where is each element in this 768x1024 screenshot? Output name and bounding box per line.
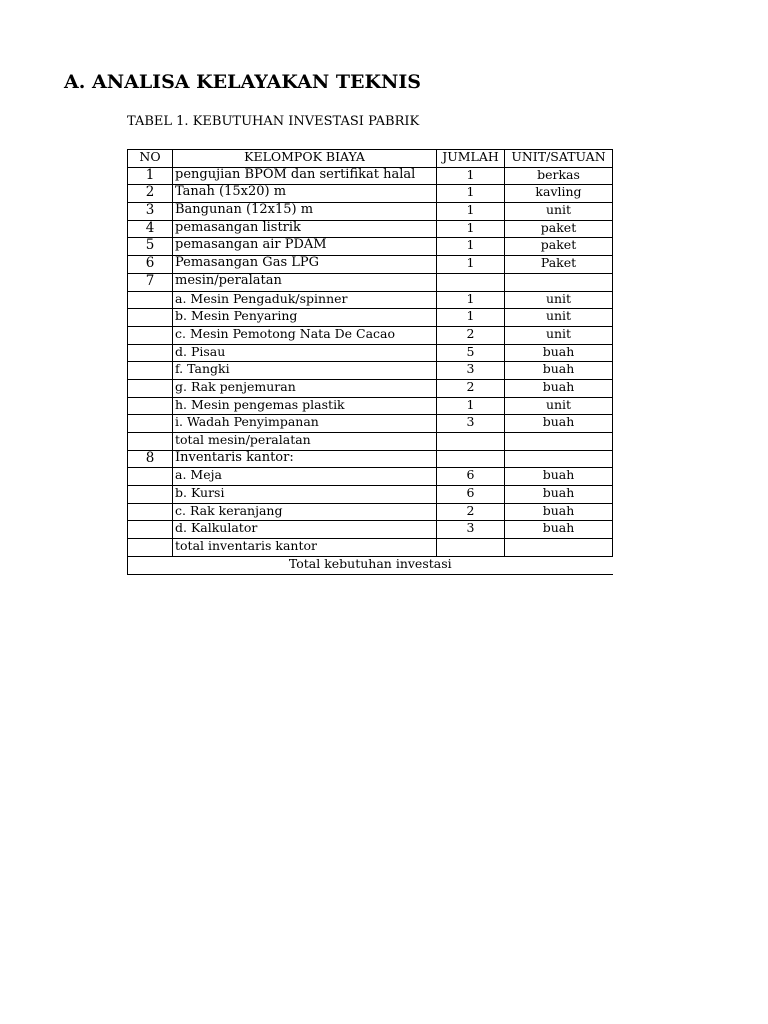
row-jumlah	[437, 433, 505, 451]
row-unit-satuan: buah	[505, 468, 613, 486]
header-unit-satuan: UNIT/SATUAN	[505, 150, 613, 168]
row-unit-satuan: buah	[505, 415, 613, 433]
row-jumlah: 6	[437, 468, 505, 486]
row-kelompok-biaya: d. Kalkulator	[173, 521, 437, 539]
row-kelompok-biaya: Bangunan (12x15) m	[173, 203, 437, 221]
table-row	[128, 397, 613, 415]
row-jumlah	[437, 273, 505, 291]
row-unit-satuan	[505, 450, 613, 468]
row-number	[128, 326, 173, 344]
investment-table	[127, 149, 613, 575]
row-number	[128, 433, 173, 451]
row-jumlah: 3	[437, 521, 505, 539]
row-unit-satuan: unit	[505, 397, 613, 415]
row-jumlah: 2	[437, 326, 505, 344]
row-kelompok-biaya: i. Wadah Penyimpanan	[173, 415, 437, 433]
row-number	[128, 539, 173, 557]
table-row	[128, 220, 613, 238]
row-kelompok-biaya: pengujian BPOM dan sertifikat halal	[173, 167, 437, 185]
row-jumlah: 1	[437, 309, 505, 327]
row-number	[128, 415, 173, 433]
row-jumlah: 1	[437, 291, 505, 309]
section-heading: A. ANALISA KELAYAKAN TEKNIS	[64, 71, 421, 93]
row-kelompok-biaya: b. Mesin Penyaring	[173, 309, 437, 327]
table-row	[128, 521, 613, 539]
table-caption: TABEL 1. KEBUTUHAN INVESTASI PABRIK	[127, 114, 420, 129]
row-unit-satuan: unit	[505, 309, 613, 327]
row-kelompok-biaya: a. Mesin Pengaduk/spinner	[173, 291, 437, 309]
row-jumlah: 6	[437, 486, 505, 504]
row-unit-satuan: buah	[505, 379, 613, 397]
row-unit-satuan: buah	[505, 344, 613, 362]
table-row	[128, 503, 613, 521]
row-jumlah: 2	[437, 503, 505, 521]
row-jumlah: 3	[437, 362, 505, 380]
row-number	[128, 521, 173, 539]
row-number: 7	[128, 273, 173, 291]
row-number	[128, 397, 173, 415]
row-unit-satuan	[505, 273, 613, 291]
table-row	[128, 291, 613, 309]
table-row	[128, 415, 613, 433]
header-kelompok-biaya: KELOMPOK BIAYA	[173, 150, 437, 168]
row-number: 2	[128, 185, 173, 203]
table-row	[128, 433, 613, 451]
row-jumlah: 1	[437, 167, 505, 185]
row-kelompok-biaya: h. Mesin pengemas plastik	[173, 397, 437, 415]
row-kelompok-biaya: mesin/peralatan	[173, 273, 437, 291]
row-kelompok-biaya: Tanah (15x20) m	[173, 185, 437, 203]
table-row	[128, 256, 613, 274]
table-row	[128, 273, 613, 291]
row-unit-satuan	[505, 539, 613, 557]
row-kelompok-biaya: a. Meja	[173, 468, 437, 486]
row-jumlah	[437, 450, 505, 468]
row-number	[128, 486, 173, 504]
table-header-row	[128, 150, 613, 168]
row-number	[128, 291, 173, 309]
row-jumlah: 5	[437, 344, 505, 362]
row-kelompok-biaya: total mesin/peralatan	[173, 433, 437, 451]
header-no: NO	[128, 150, 173, 168]
row-kelompok-biaya: pemasangan air PDAM	[173, 238, 437, 256]
row-jumlah: 1	[437, 397, 505, 415]
row-unit-satuan: buah	[505, 486, 613, 504]
row-jumlah: 1	[437, 185, 505, 203]
row-unit-satuan: paket	[505, 238, 613, 256]
row-number: 5	[128, 238, 173, 256]
row-unit-satuan: berkas	[505, 167, 613, 185]
row-number: 8	[128, 450, 173, 468]
row-unit-satuan: unit	[505, 291, 613, 309]
table-row	[128, 344, 613, 362]
row-unit-satuan: buah	[505, 503, 613, 521]
row-jumlah	[437, 539, 505, 557]
table-row	[128, 238, 613, 256]
table-row	[128, 309, 613, 327]
row-jumlah: 1	[437, 238, 505, 256]
row-number	[128, 309, 173, 327]
row-kelompok-biaya: total inventaris kantor	[173, 539, 437, 557]
table-row	[128, 326, 613, 344]
row-jumlah: 1	[437, 203, 505, 221]
total-row	[128, 556, 613, 574]
table-row	[128, 486, 613, 504]
row-jumlah: 1	[437, 256, 505, 274]
table-row	[128, 468, 613, 486]
table-row	[128, 450, 613, 468]
row-number	[128, 379, 173, 397]
row-unit-satuan: kavling	[505, 185, 613, 203]
row-number: 6	[128, 256, 173, 274]
row-kelompok-biaya: c. Rak keranjang	[173, 503, 437, 521]
row-unit-satuan: unit	[505, 326, 613, 344]
row-number	[128, 503, 173, 521]
table-row	[128, 167, 613, 185]
row-kelompok-biaya: d. Pisau	[173, 344, 437, 362]
table-row	[128, 379, 613, 397]
row-kelompok-biaya: Inventaris kantor:	[173, 450, 437, 468]
row-kelompok-biaya: f. Tangki	[173, 362, 437, 380]
row-kelompok-biaya: Pemasangan Gas LPG	[173, 256, 437, 274]
row-unit-satuan	[505, 433, 613, 451]
row-unit-satuan: buah	[505, 362, 613, 380]
row-kelompok-biaya: g. Rak penjemuran	[173, 379, 437, 397]
row-kelompok-biaya: pemasangan listrik	[173, 220, 437, 238]
row-unit-satuan: buah	[505, 521, 613, 539]
total-label: Total kebutuhan investasi	[128, 556, 613, 574]
table-row	[128, 185, 613, 203]
row-number: 4	[128, 220, 173, 238]
row-unit-satuan: Paket	[505, 256, 613, 274]
row-unit-satuan: unit	[505, 203, 613, 221]
row-number	[128, 362, 173, 380]
row-kelompok-biaya: c. Mesin Pemotong Nata De Cacao	[173, 326, 437, 344]
row-jumlah: 2	[437, 379, 505, 397]
row-unit-satuan: paket	[505, 220, 613, 238]
header-jumlah: JUMLAH	[437, 150, 505, 168]
row-number: 1	[128, 167, 173, 185]
row-jumlah: 1	[437, 220, 505, 238]
table-row	[128, 539, 613, 557]
row-jumlah: 3	[437, 415, 505, 433]
row-number	[128, 344, 173, 362]
row-number	[128, 468, 173, 486]
row-kelompok-biaya: b. Kursi	[173, 486, 437, 504]
table-row	[128, 362, 613, 380]
row-number: 3	[128, 203, 173, 221]
table-row	[128, 203, 613, 221]
